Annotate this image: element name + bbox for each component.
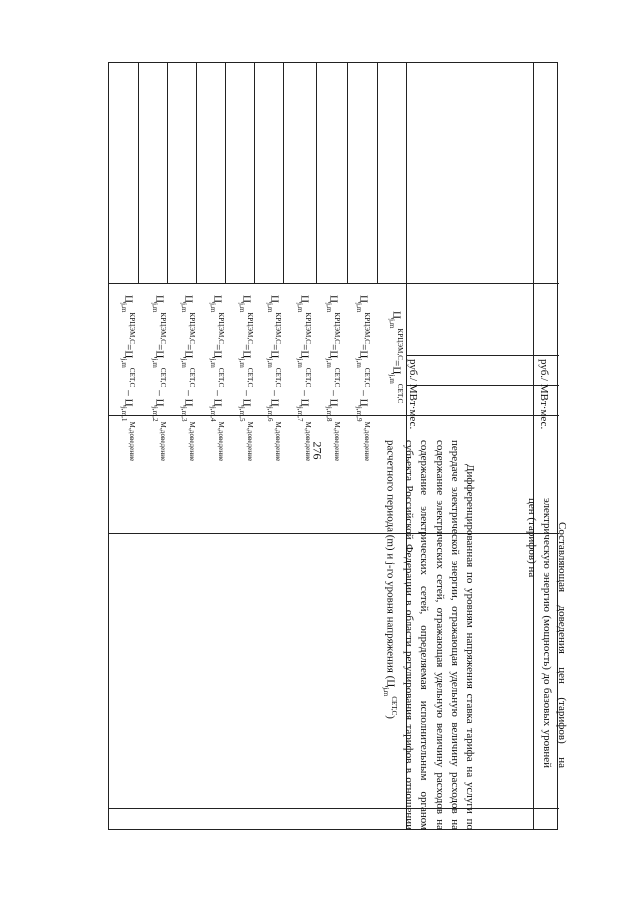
formula-subscript: j,m xyxy=(325,303,334,313)
formula-subscript: j,m xyxy=(296,358,305,368)
formula-a: Ц xyxy=(211,350,224,359)
formula-subscript: j,m,8 xyxy=(325,406,334,422)
formula-subscript: j,m,1 xyxy=(120,406,129,422)
formula-line xyxy=(266,295,282,485)
formula-lhs: Ц xyxy=(153,295,166,304)
formula-superscript: М,доведение xyxy=(217,421,225,462)
formula-subscript: j,m,4 xyxy=(209,406,218,422)
formula-subscript: j,m xyxy=(355,358,364,368)
formula-divider xyxy=(225,63,226,283)
column-divider xyxy=(406,355,559,356)
formula-line xyxy=(209,295,225,485)
formula-op: – xyxy=(153,387,166,399)
formula-subscript: j,m xyxy=(388,319,397,329)
formula-subscript: j,m xyxy=(266,358,275,368)
formula-superscript: КРЦЭМ,С xyxy=(159,312,167,345)
formula-subscript: j,m,6 xyxy=(266,406,275,422)
formula-b: Ц xyxy=(182,398,195,407)
formula-b: Ц xyxy=(268,398,281,407)
formula-subscript: j,m xyxy=(209,358,218,368)
formula-op: – xyxy=(357,387,370,399)
formula-op: – xyxy=(327,387,340,399)
formula-a: Ц xyxy=(122,350,135,359)
formula-divider xyxy=(377,63,378,283)
formula-subscript: j,m,9 xyxy=(355,406,364,422)
formula-divider xyxy=(196,63,197,283)
formula-superscript: СЕТ,С xyxy=(128,367,136,388)
formula-superscript: КРЦЭМ,С xyxy=(363,312,371,345)
formula-subscript: j,m xyxy=(120,303,129,313)
formula-subscript: j,m,5 xyxy=(238,406,247,422)
row2-description: Составляющая доведения цен (тарифов) на электрическую энергию (мощность) до базовых уровней цен (тарифов) на xyxy=(525,498,568,768)
formula-b: Ц xyxy=(357,398,370,407)
formula-eq: = xyxy=(153,344,166,351)
formula-eq: = xyxy=(390,360,403,367)
formula-superscript: КРЦЭМ,С xyxy=(274,312,282,345)
formula-eq: = xyxy=(182,344,195,351)
formula-superscript: КРЦЭМ,С xyxy=(217,312,225,345)
formula-a: Ц xyxy=(153,350,166,359)
formula-superscript: СЕТ,С xyxy=(159,367,167,388)
formula-b: Ц xyxy=(211,398,224,407)
formula-divider xyxy=(283,63,284,283)
formula-subscript: j,m xyxy=(209,303,218,313)
formula-lhs: Ц xyxy=(182,295,195,304)
formula-subscript: j,m,3 xyxy=(180,406,189,422)
formula-superscript: М,доведение xyxy=(188,421,196,462)
formula-superscript: КРЦЭМ,С xyxy=(304,312,312,345)
formula-b: Ц xyxy=(240,398,253,407)
formula-b: Ц xyxy=(327,398,340,407)
formula-lhs: Ц xyxy=(357,295,370,304)
formula-eq: = xyxy=(122,344,135,351)
formula-superscript: М,доведение xyxy=(246,421,254,462)
formula-op: – xyxy=(268,387,281,399)
formula-subscript: j,m xyxy=(238,303,247,313)
formula-b: Ц xyxy=(298,398,311,407)
page-number: 276 xyxy=(310,441,325,460)
formula-subscript: j,m xyxy=(325,358,334,368)
formula-superscript: СЕТ,С xyxy=(396,383,404,404)
formula-subscript: j,m xyxy=(238,358,247,368)
formula-line xyxy=(151,295,167,485)
formula-eq: = xyxy=(327,344,340,351)
formula-line xyxy=(120,295,136,485)
column-divider xyxy=(109,533,559,534)
formula-subscript: j,m xyxy=(296,303,305,313)
formula-superscript: М,доведение xyxy=(304,421,312,462)
formula-lhs: Ц xyxy=(327,295,340,304)
column-divider xyxy=(109,808,559,809)
formula-superscript: М,доведение xyxy=(333,421,341,462)
formula-line xyxy=(238,295,254,485)
formula-eq: = xyxy=(298,344,311,351)
formula-a: Ц xyxy=(240,350,253,359)
formula-superscript: СЕТ,С xyxy=(188,367,196,388)
formula-divider xyxy=(316,63,317,283)
formula-subscript: j,m xyxy=(180,358,189,368)
formula-a: Ц xyxy=(390,366,403,375)
formula-subscript: j,m xyxy=(151,303,160,313)
formula-op: – xyxy=(240,387,253,399)
formula-superscript: М,доведение xyxy=(363,421,371,462)
formula-superscript: КРЦЭМ,С xyxy=(246,312,254,345)
formula-b: Ц xyxy=(122,398,135,407)
row2-unit: руб./ МВт·мес. xyxy=(538,359,550,430)
formula-lhs: Ц xyxy=(298,295,311,304)
formula-superscript: КРЦЭМ,С xyxy=(188,312,196,345)
column-divider xyxy=(406,283,559,284)
formula-superscript: М,доведение xyxy=(128,421,136,462)
formula-op: – xyxy=(211,387,224,399)
formula-subscript: j,m xyxy=(388,374,397,384)
formula-superscript: СЕТ,С xyxy=(363,367,371,388)
formula-subscript: j,m,7 xyxy=(296,406,305,422)
row1-unit: руб./ МВт·мес. xyxy=(407,359,419,430)
formula-superscript: М,доведение xyxy=(159,421,167,462)
formula-superscript: КРЦЭМ,С xyxy=(333,312,341,345)
formula-divider xyxy=(167,63,168,283)
formula-a: Ц xyxy=(357,350,370,359)
row1-description: Дифференцированная по уровням напряжения ставка тарифа на услуги по передаче электрической энергии, отражающая удельную величину расходов на содержание электрических сетей, отражающая удельную величину расходов на содержание электрических сетей, определяемая исполнительным органом субъекта Российской Федерации в области регулирования тарифов в отношении расчетного периода (m) и j-го уровня напряжения $(Ц_{j,m}^{СЕТ,С})$ xyxy=(382,440,476,830)
formula-divider xyxy=(138,63,139,283)
formula-superscript: СЕТ,С xyxy=(217,367,225,388)
formula-superscript: СЕТ,С xyxy=(274,367,282,388)
formula-superscript: КРЦЭМ,С xyxy=(128,312,136,345)
formula-subscript: j,m xyxy=(355,303,364,313)
formula-lhs: Ц xyxy=(240,295,253,304)
formula-subscript: j,m xyxy=(266,303,275,313)
formula-a: Ц xyxy=(182,350,195,359)
formula-subscript: j,m xyxy=(180,303,189,313)
formula-superscript: М,доведение xyxy=(274,421,282,462)
formula-a: Ц xyxy=(327,350,340,359)
formula-superscript: КРЦЭМ,С xyxy=(396,328,404,361)
formula-eq: = xyxy=(268,344,281,351)
formula-subscript: j,m xyxy=(151,358,160,368)
formula-superscript: СЕТ,С xyxy=(333,367,341,388)
formula-line xyxy=(180,295,196,485)
formula-a: Ц xyxy=(298,350,311,359)
formula-superscript: СЕТ,С xyxy=(304,367,312,388)
formula-eq: = xyxy=(240,344,253,351)
formula-subscript: j,m,2 xyxy=(151,406,160,422)
column-divider xyxy=(109,283,406,284)
formula-divider xyxy=(347,63,348,283)
formula-subscript: j,m xyxy=(120,358,129,368)
formula-op: – xyxy=(182,387,195,399)
formula-lhs: Ц xyxy=(122,295,135,304)
formula-divider xyxy=(254,63,255,283)
formula-op: – xyxy=(298,387,311,399)
formula-line xyxy=(296,295,312,485)
formula-lhs: Ц xyxy=(390,311,403,320)
formula-lhs: Ц xyxy=(268,295,281,304)
formula-a: Ц xyxy=(268,350,281,359)
formula-lhs: Ц xyxy=(211,295,224,304)
formula-superscript: СЕТ,С xyxy=(246,367,254,388)
formula-eq: = xyxy=(357,344,370,351)
formula-b: Ц xyxy=(153,398,166,407)
formula-op: – xyxy=(122,387,135,399)
formula-eq: = xyxy=(211,344,224,351)
